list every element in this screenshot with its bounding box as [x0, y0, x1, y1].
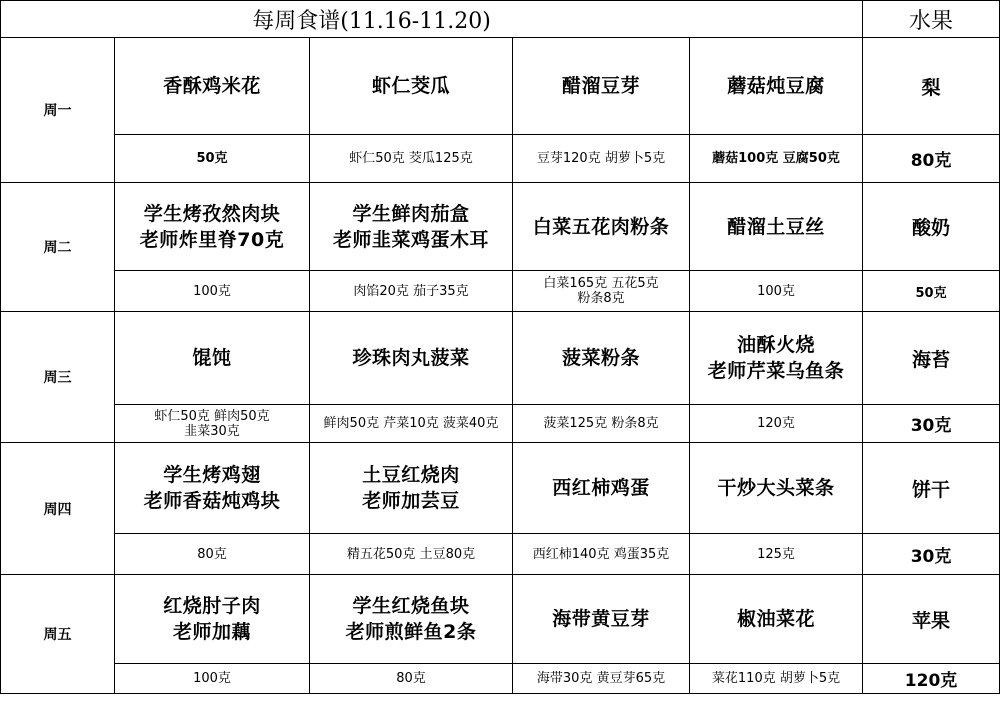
dish-cell — [690, 38, 863, 135]
quantity-row — [1, 534, 1000, 575]
fruit-quantity: 30克 — [863, 534, 1000, 575]
menu-title: 每周食谱(11.16-11.20) — [252, 8, 491, 34]
dish-cell — [690, 312, 863, 405]
dish-cell — [310, 183, 513, 271]
dish-name: 学生鲜肉茄盒 — [352, 202, 470, 225]
quantity-row — [1, 405, 1000, 443]
quantity-text: 蘑菇100克 豆腐50克 — [712, 151, 840, 166]
quantity-row — [1, 664, 1000, 694]
quantity-text: 100克 — [193, 283, 231, 299]
dish-name: 老师香菇炖鸡块 — [143, 490, 281, 512]
fruit-name: 苹果 — [863, 575, 1000, 664]
dish-cell — [115, 312, 310, 405]
quantity-text: 海带30克 黄豆芽65克 — [536, 671, 666, 686]
quantity-text: 精五花50克 土豆80克 — [346, 546, 476, 562]
dish-row — [1, 575, 1000, 664]
quantity-text: 菠菜125克 粉条8克 — [543, 416, 659, 431]
dish-quantity — [690, 135, 863, 183]
dish-cell — [115, 183, 310, 271]
dish-name: 干炒大头菜条 — [717, 477, 835, 499]
dish-name: 椒油菜花 — [737, 608, 816, 630]
fruit-quantity: 80克 — [863, 135, 1000, 183]
dish-name: 老师芹菜乌鱼条 — [707, 360, 845, 382]
day-label: 周二 — [1, 183, 115, 312]
dish-quantity — [513, 534, 690, 575]
quantity-text: 125克 — [757, 546, 795, 562]
dish-name: 学生烤孜然肉块 — [143, 202, 281, 225]
dish-name: 红烧肘子肉 — [163, 595, 261, 617]
dish-name: 馄饨 — [192, 347, 232, 369]
dish-quantity — [310, 271, 513, 312]
dish-quantity — [310, 405, 513, 443]
menu-title-cell — [1, 1, 863, 38]
quantity-text: 菜花110克 胡萝卜5克 — [711, 671, 841, 686]
dish-name: 土豆红烧肉 — [362, 464, 460, 486]
dish-name: 老师煎鲜鱼2条 — [345, 621, 477, 643]
dish-name: 海带黄豆芽 — [552, 608, 650, 630]
dish-quantity — [310, 534, 513, 575]
dish-cell — [310, 312, 513, 405]
dish-cell — [115, 38, 310, 135]
quantity-text: 粉条8克 — [577, 291, 625, 306]
dish-row — [1, 183, 1000, 271]
dish-quantity — [690, 664, 863, 694]
dish-cell — [310, 38, 513, 135]
dish-name: 珍珠肉丸菠菜 — [352, 347, 470, 369]
fruit-quantity: 50克 — [863, 271, 1000, 312]
quantity-text: 白菜165克 五花5克 — [543, 276, 659, 291]
dish-name: 西红柿鸡蛋 — [552, 477, 650, 499]
dish-quantity — [513, 405, 690, 443]
dish-name: 香酥鸡米花 — [163, 75, 261, 97]
dish-cell — [513, 443, 690, 534]
dish-name: 老师炸里脊70克 — [139, 228, 285, 251]
dish-row — [1, 443, 1000, 534]
quantity-text: 120克 — [757, 416, 795, 431]
dish-quantity — [690, 271, 863, 312]
day-label: 周一 — [1, 38, 115, 183]
quantity-text: 100克 — [757, 283, 795, 299]
dish-quantity — [115, 664, 310, 694]
dish-name: 蘑菇炖豆腐 — [727, 75, 825, 97]
dish-cell — [513, 183, 690, 271]
dish-quantity — [115, 405, 310, 443]
fruit-header: 水果 — [863, 1, 1000, 38]
quantity-text: 西红柿140克 鸡蛋35克 — [532, 546, 670, 562]
dish-quantity — [513, 664, 690, 694]
dish-cell — [690, 183, 863, 271]
fruit-name: 梨 — [863, 38, 1000, 135]
quantity-text: 50克 — [196, 151, 228, 166]
dish-name: 老师韭菜鸡蛋木耳 — [332, 228, 489, 251]
quantity-text: 80克 — [396, 671, 426, 686]
dish-quantity — [115, 135, 310, 183]
dish-name: 菠菜粉条 — [561, 347, 640, 369]
dish-row — [1, 38, 1000, 135]
fruit-name: 饼干 — [863, 443, 1000, 534]
quantity-text: 80克 — [197, 546, 227, 562]
dish-quantity — [513, 135, 690, 183]
dish-cell — [690, 575, 863, 664]
dish-cell — [310, 575, 513, 664]
day-label: 周五 — [1, 575, 115, 694]
dish-name: 虾仁茭瓜 — [371, 75, 450, 97]
dish-name: 老师加藕 — [172, 621, 251, 643]
dish-quantity — [513, 271, 690, 312]
quantity-row — [1, 135, 1000, 183]
dish-cell — [513, 312, 690, 405]
title-row — [1, 1, 1000, 38]
day-label: 周四 — [1, 443, 115, 575]
quantity-row — [1, 271, 1000, 312]
dish-name: 学生红烧鱼块 — [352, 595, 470, 617]
dish-cell — [115, 575, 310, 664]
quantity-text: 100克 — [193, 671, 231, 686]
dish-name: 学生烤鸡翅 — [163, 464, 261, 486]
fruit-name: 酸奶 — [863, 183, 1000, 271]
quantity-text: 肉馅20克 茄子35克 — [353, 283, 469, 299]
quantity-text: 虾仁50克 茭瓜125克 — [349, 151, 473, 166]
dish-cell — [513, 575, 690, 664]
dish-quantity — [690, 534, 863, 575]
quantity-text: 韭菜30克 — [184, 423, 240, 439]
fruit-name: 海苔 — [863, 312, 1000, 405]
dish-name: 白菜五花肉粉条 — [532, 215, 670, 238]
dish-name: 醋溜豆芽 — [561, 75, 640, 97]
day-label: 周三 — [1, 312, 115, 443]
dish-cell — [690, 443, 863, 534]
dish-name: 老师加芸豆 — [362, 490, 460, 512]
dish-cell — [310, 443, 513, 534]
dish-name: 油酥火烧 — [737, 334, 816, 356]
dish-quantity — [310, 664, 513, 694]
dish-name: 醋溜土豆丝 — [727, 215, 825, 238]
dish-quantity — [115, 271, 310, 312]
quantity-text: 虾仁50克 鲜肉50克 — [154, 408, 270, 424]
dish-quantity — [115, 534, 310, 575]
dish-quantity — [690, 405, 863, 443]
quantity-text: 豆芽120克 胡萝卜5克 — [536, 151, 666, 166]
dish-cell — [513, 38, 690, 135]
dish-row — [1, 312, 1000, 405]
fruit-quantity: 120克 — [863, 664, 1000, 694]
dish-quantity — [310, 135, 513, 183]
fruit-quantity: 30克 — [863, 405, 1000, 443]
quantity-text: 鲜肉50克 芹菜10克 菠菜40克 — [323, 416, 499, 431]
dish-cell — [115, 443, 310, 534]
